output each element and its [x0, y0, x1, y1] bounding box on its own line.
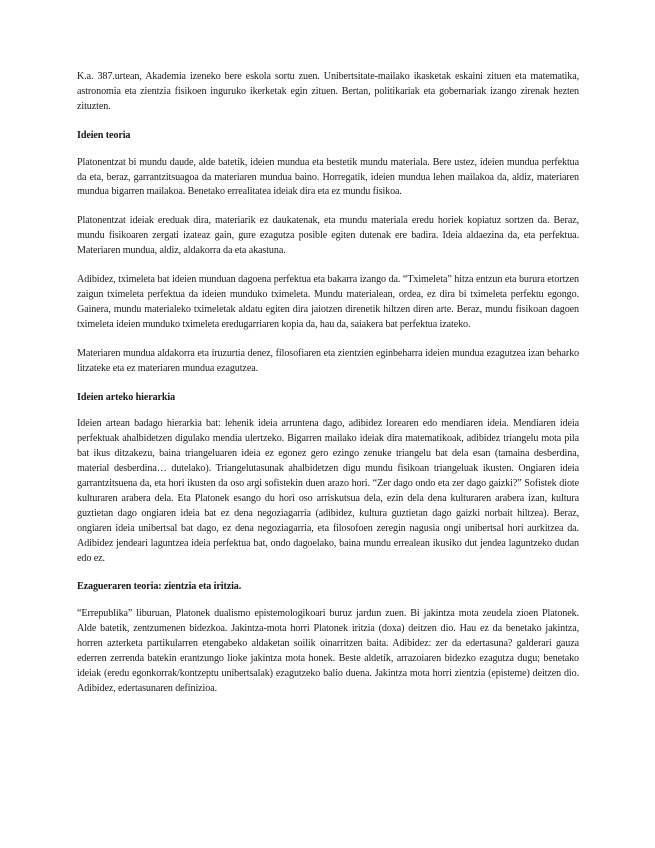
- document-page: [77, 70, 579, 711]
- paragraph-hierarchy: Ideien artean badago hierarkia bat: lehenik ideia arruntena dago, adibidez lorearen edo mendiaren ideia. Mendiaren ideia perfektuak ahalbidetzen digulako mendia ulertzeko. Bigarren mailako ideiak dira matematikoak, adibidez triangelu mota pila bat ikus ditzakezu, baina triangeluaren ideia ez egonez gero ezingo zenuke triangelu bat dela esan (tamaina desberdina, material desberdina… dutelako). Triangelutasunak ahalbidetzen digu mundu fisikoan triangeluak ikusten. Ongiaren ideia garrantzitsuena da, eta hori ikusten da oso argi sofistekin duen arazo hori. “Zer dago ondo eta zer dago gaizki?” Sofistek diote kulturaren arabera dela. Eta Platonek esango du hori oso arriskutsua dela, ezin dela dena kulturaren arabera izan, kultura guztietan dago ongiaren ideia bat ez dena negoziagarria (adibidez, kultura guztietan dago gaizki norbait hiltzea). Beraz, ongiaren ideia unibertsal bat dago, ez dena negoziagarria, eta filosofoen zeregin nagusia ongi unibertsal hori aurkitzea da. Adibidez jendeari laguntzea ideia perfektua bat, ondo dagoelako, baina mundu errealean ikusiko dut jendea laguntzeko dudan edo ez.: [77, 418, 579, 564]
- intro-paragraph: K.a. 387.urtean, Akademia izeneko bere eskola sortu zuen. Unibertsitate-mailako ikasketak eskaini zituen eta matematika, astronomia eta zientzia fisikoen inguruko ikerketak egin zituen. Bertan, politikariak eta gobernariak izango zirenak hezten zituzten.: [77, 71, 579, 112]
- paragraph-butterfly-example: Adibidez, tximeleta bat ideien munduan dagoena perfektua eta bakarra izango da. “Tximeleta” hitza entzun eta burura etortzen zaigun tximeleta perfektua da ideien munduko tximeleta. Mundu materialean, ordea, ez dira bi tximeleta perfektu egongo. Gainera, mundu materialeko tximeletak aldatu egiten dira jaiotzen direnetik hiltzen diren arte. Beraz, mundu fisikoan dagoen tximeleta ideien munduko tximeleta eredugarriaren kopia da, hau da, saiakera bat perfektua izateko.: [77, 274, 579, 330]
- section-heading-ezagueraren-teoria: Ezagueraren teoria: zientzia eta iritzia.: [77, 581, 242, 593]
- paragraph-knowledge-theory: “Errepublika” liburuan, Platonek dualismo epistemologikoari buruz jardun zuen. Bi jakintza mota zeudela zioen Platonek. Alde batetik, zentzumenen bidezkoa. Jakintza-mota horri Platonek iritzia (doxa) deitzen dio. Hau ez da benetako jakintza, horren azterketa partikularren etengabeko aldaketan soilik oinarritzen baita. Adibidez: zer da edertasuna? galderari gauza ederren zerrenda batekin erantzungo lioke jakintza mota honek. Beste aldetik, arrazoiaren bidezko ezagutza dugu; benetako ideiak (eredu egonkorrak/kontzeptu unibertsalak) ezagutzeko balio duena. Jakintza mota horri zientzia (episteme) deitzen dio. Adibidez, edertasunaren definizioa.: [77, 608, 579, 694]
- section-heading-hierarkia: Ideien arteko hierarkia: [77, 391, 176, 403]
- paragraph-philosophy-task: Materiaren mundua aldakorra eta iruzurtia denez, filosofiaren eta zientzien eginbeharra ideien mundua ezagutzea izan beharko litzateke eta ez materiaren mundua ezagutzea.: [77, 347, 579, 374]
- paragraph-ideas-models: Platonentzat ideiak ereduak dira, materiarik ez daukatenak, eta mundu materiala eredu horiek kopiatuz sortzen da. Beraz, mundu fisikoaren zergati izateaz gain, gure ezagutza posible egiten dutenak ere badira. Ideia aldaezina da, eta perfektua. Materiaren mundua, aldiz, aldakorra da eta akastuna.: [77, 215, 579, 257]
- paragraph-two-worlds: Platonentzat bi mundu daude, alde batetik, ideien mundua eta bestetik mundu materiala. Bere ustez, ideien mundua perfektua da eta, beraz, garrantzitsuagoa da materiaren mundua baino. Horregatik, ideien mundua lehen mailakoa da, aldiz, materiaren mundua bigarren mailakoa. Benetako errealitatea ideiak dira eta ez mundu fisikoa.: [77, 156, 579, 198]
- section-heading-ideien-teoria: Ideien teoria: [77, 129, 131, 141]
